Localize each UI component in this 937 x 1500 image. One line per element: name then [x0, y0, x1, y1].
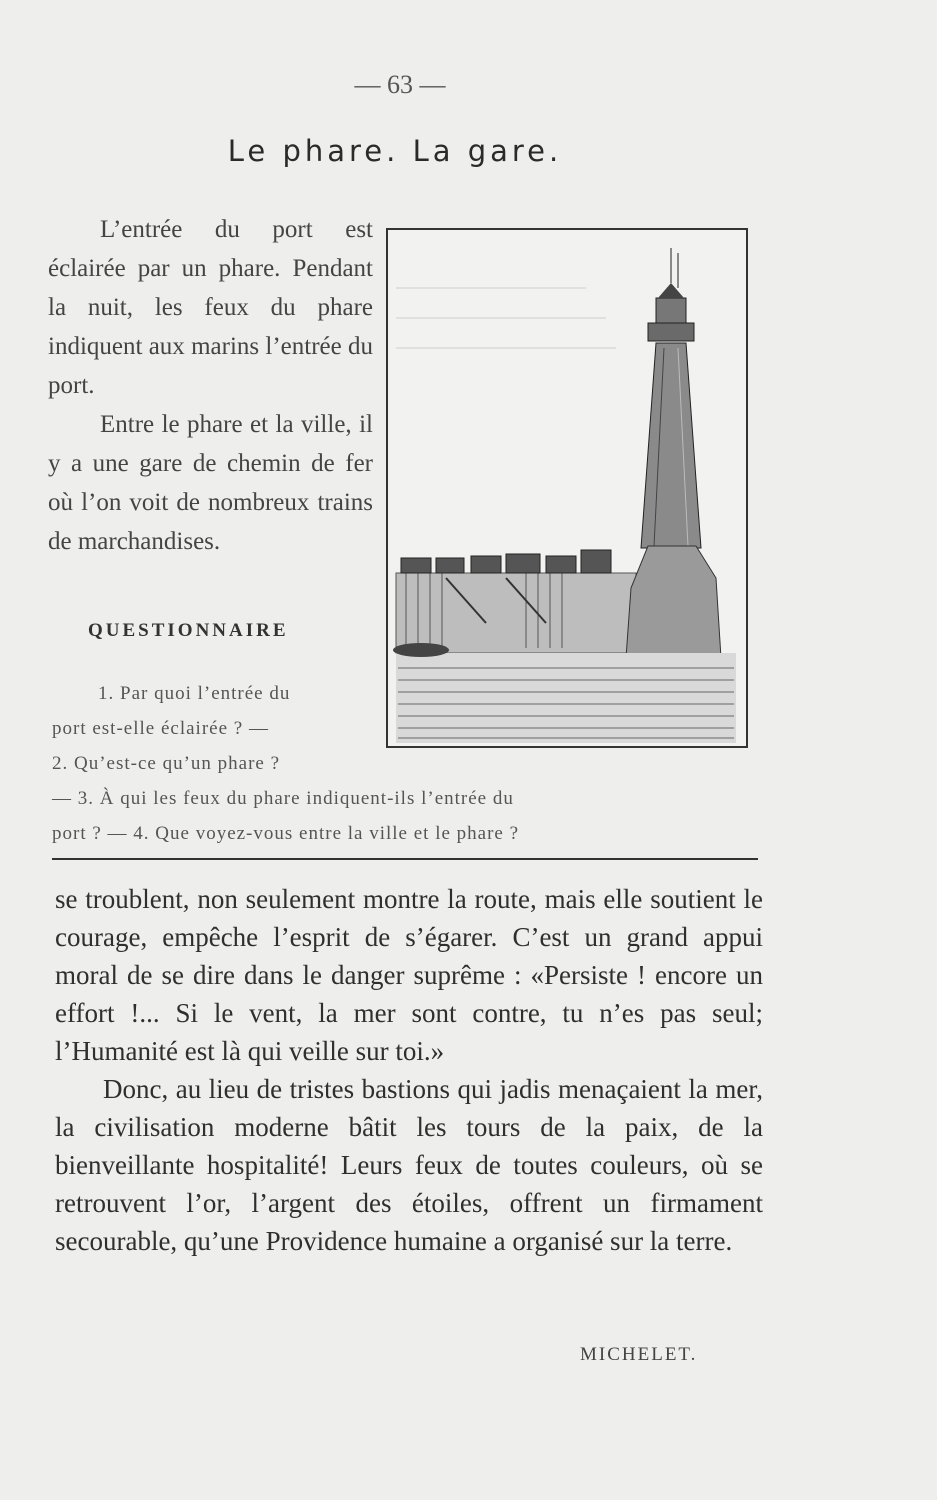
question-line: — 3. À qui les feux du phare indiquent-ils l’entrée du — [52, 788, 514, 809]
question-line: 2. Qu’est-ce qu’un phare ? — [52, 753, 281, 774]
intro-paragraph-1: L’entrée du port est éclairée par un phare. Pendant la nuit, les feux du phare indiquent aux marins l’entrée du port. — [48, 216, 373, 399]
passage-paragraph-2: Donc, au lieu de tristes bastions qui jadis menaçaient la mer, la civilisation moderne bâtit les tours de la paix, de la bienveillante hospitalité! Leurs feux de toutes couleurs, où se retrouvent l’or, l’argent des étoiles, offrent un firmament secourable, qu’une Providence humaine a organisé sur la terre. — [55, 1074, 763, 1256]
question-line: port ? — 4. Que voyez-vous entre la ville et le phare ? — [52, 823, 520, 844]
passage-paragraph-1: se troublent, non seulement montre la route, mais elle soutient le courage, empêche l’esprit de s’égarer. C’est un grand appui moral de se dire dans le danger suprême : «Persiste ! encore un effort !... Si le vent, la mer sont contre, tu n’es pas seul; l’Humanité est là qui veille sur toi.» — [55, 884, 763, 1066]
lighthouse-illustration — [386, 228, 748, 748]
questionnaire-lines — [52, 676, 762, 851]
passage-text — [55, 880, 763, 1260]
page-title: Le phare. La gare. — [227, 134, 563, 168]
page-number: — 63 — — [354, 70, 446, 99]
question-line: port est-elle éclairée ? — — [52, 718, 269, 739]
author-signature: MICHELET. — [580, 1344, 698, 1365]
intro-text — [48, 210, 373, 561]
question-line: 1. Par quoi l’entrée du — [98, 683, 291, 704]
questionnaire-title: QUESTIONNAIRE — [88, 620, 289, 641]
intro-paragraph-2: Entre le phare et la ville, il y a une gare de chemin de fer où l’on voit de nombreux trains de marchandises. — [48, 411, 373, 555]
section-divider — [52, 858, 758, 860]
